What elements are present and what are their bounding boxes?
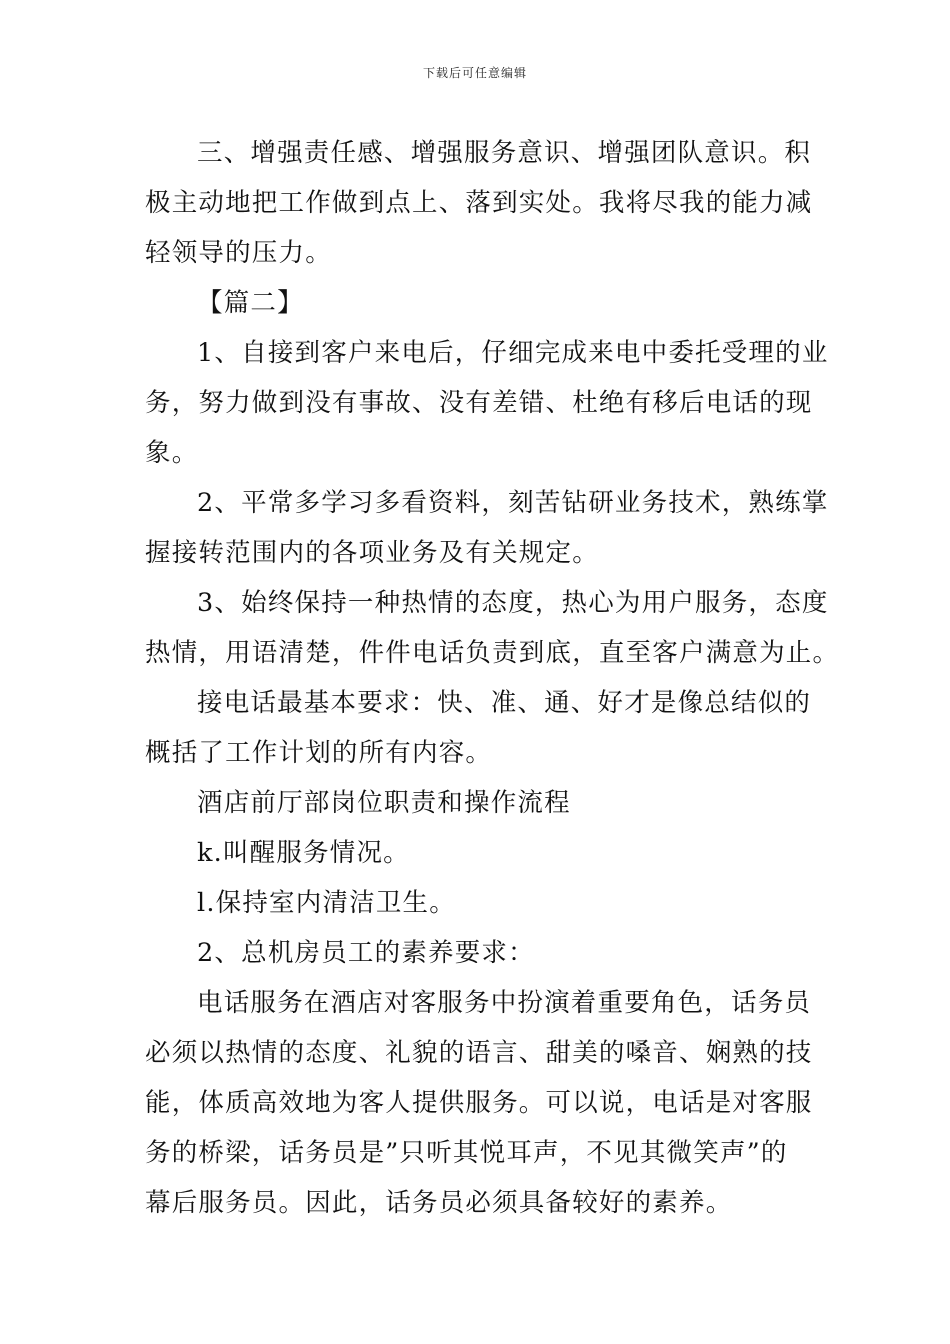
text-line: 三、增强责任感、增强服务意识、增强团队意识。积 <box>197 138 812 168</box>
text-line: k.叫醒服务情况。 <box>197 838 410 868</box>
text-line: 极主动地把工作做到点上、落到实处。我将尽我的能力减 <box>145 188 813 218</box>
text-line: 必须以热情的态度、礼貌的语言、甜美的嗓音、娴熟的技 <box>145 1038 813 1068</box>
paragraph-item-1 <box>145 328 829 478</box>
text-line: 酒店前厅部岗位职责和操作流程 <box>197 788 571 818</box>
text-line: 务，努力做到没有事故、没有差错、杜绝有移后电话的现 <box>145 388 813 418</box>
text-line: 象。 <box>145 438 199 468</box>
text-line: 接电话最基本要求：快、准、通、好才是像总结似的 <box>197 688 812 718</box>
text-line: 务的桥梁，话务员是”只听其悦耳声，不见其微笑声”的 <box>145 1138 788 1168</box>
text-line: 【篇二】 <box>197 288 304 318</box>
text-line: 能，体质高效地为客人提供服务。可以说，电话是对客服 <box>145 1088 813 1118</box>
text-line: 3、始终保持一种热情的态度，热心为用户服务，态度 <box>197 588 829 618</box>
text-line: 2、总机房员工的素养要求： <box>197 938 535 968</box>
text-line: 2、平常多学习多看资料，刻苦钻研业务技术，熟练掌 <box>197 488 829 518</box>
text-line: 幕后服务员。因此，话务员必须具备较好的素养。 <box>145 1188 733 1218</box>
text-line: 热情，用语清楚，件件电话负责到底，直至客户满意为止。 <box>145 638 840 668</box>
paragraph-item-l <box>145 878 809 928</box>
document-body <box>145 128 840 1228</box>
text-line: l.保持室内清洁卫生。 <box>197 888 456 918</box>
paragraph-phone-requirements <box>145 678 812 778</box>
paragraph-phone-service <box>145 978 813 1228</box>
paragraph-responsibility <box>145 128 813 278</box>
paragraph-item-3 <box>145 578 840 678</box>
paragraph-item-2 <box>145 478 829 578</box>
page-header-note: 下载后可任意编辑 <box>422 66 527 80</box>
text-line: 电话服务在酒店对客服务中扮演着重要角色，话务员 <box>197 988 812 1018</box>
paragraph-front-office-title <box>145 778 809 828</box>
text-line: 轻领导的压力。 <box>145 238 332 268</box>
text-line: 概括了工作计划的所有内容。 <box>145 738 493 768</box>
paragraph-item-k <box>145 828 809 878</box>
text-line: 握接转范围内的各项业务及有关规定。 <box>145 538 599 568</box>
text-line: 1、自接到客户来电后，仔细完成来电中委托受理的业 <box>197 338 829 368</box>
section-heading <box>145 278 809 328</box>
paragraph-operator-requirements <box>145 928 809 978</box>
